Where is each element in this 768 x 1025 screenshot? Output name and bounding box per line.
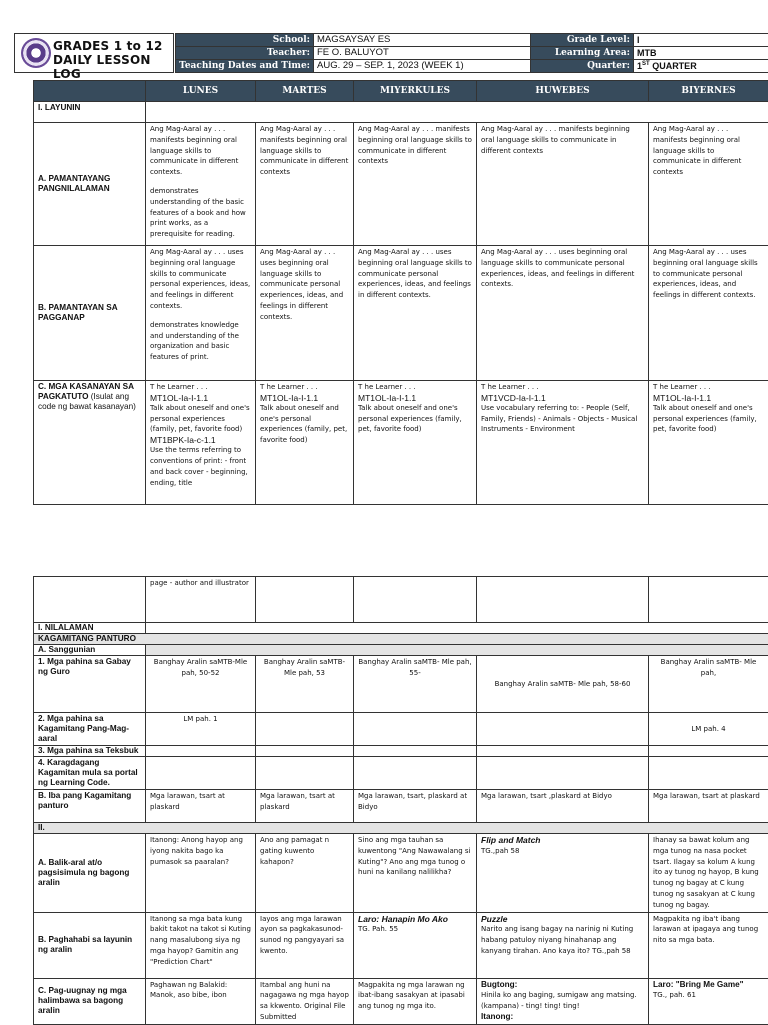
pag-uugnay-cell-huwebes <box>477 978 649 1024</box>
activity-title: Puzzle <box>481 914 644 925</box>
form-title <box>53 39 173 81</box>
pamamaraan-label: II. <box>34 823 768 834</box>
cell-text: TG., pah. 61 <box>653 990 764 1001</box>
cell-text: Ang Mag-Aaral ay . . . manifests beginning oral language skills to communicate in different contexts <box>653 124 764 178</box>
cell-text: demonstrates understanding of the basic features of a book and how print works, as a prerequisite for reading. <box>150 186 251 240</box>
nilalaman-row <box>146 623 768 634</box>
day-header-lunes: LUNES <box>146 81 256 102</box>
paghahabi-cell-biyernes: Magpakita ng iba't ibang larawan at ipagaya ang tunog nito sa mga bata. <box>649 912 768 978</box>
grade-label: Grade Level: <box>531 34 634 47</box>
balik-aral-label: A. Balik-aral at/o pagsisimula ng bagong aralin <box>34 834 146 913</box>
teksbuk-cell-martes <box>256 746 354 757</box>
activity-title: Bugtong: <box>481 980 644 991</box>
pag-uugnay-cell-biyernes <box>649 978 768 1024</box>
continuation-cell-miyerkules <box>354 577 477 623</box>
cell-text: Ang Mag-Aaral ay . . . manifests beginning oral language skills to communicate in different contexts <box>260 124 349 178</box>
paghahabi-cell-lunes: Itanong sa mga bata kung bakit takot na takot si Kuting nang masalubong siya ng mga hayop? Gamitin ang "Prediction Chart" <box>146 912 256 978</box>
title-line-1: GRADES 1 to 12 <box>53 39 173 53</box>
balik-aral-cell-lunes: Itanong: Anong hayop ang iyong nakita bago ka pumasok sa paaralan? <box>146 834 256 913</box>
competency-code: MT1VCD-Ia-I-1.1 <box>481 393 644 403</box>
teksbuk-cell-biyernes <box>649 746 768 757</box>
paghahabi-label: B. Paghahabi sa layunin ng aralin <box>34 912 146 978</box>
cell-text: Ang Mag-Aaral ay . . . manifests beginning oral language skills to communicate in different contexts. <box>150 124 251 178</box>
competency-code: MT1OL-Ia-I-1.1 <box>653 393 764 403</box>
kasanayan-cell-lunes <box>146 381 256 505</box>
continuation-cell-huwebes <box>477 577 649 623</box>
pamantayang-cell-lunes <box>146 123 256 246</box>
cell-text: Talk about oneself and one's personal experiences (family, pet, favorite food) <box>260 403 349 446</box>
balik-aral-cell-martes: Ano ang pamagat n gating kuwento kahapon? <box>256 834 354 913</box>
balik-aral-cell-biyernes: Ihanay sa bawat kolum ang mga tunog na nasa pocket tsart. Ilagay sa kolum A kung ito ay tunog ng hayop, B kung tunog ng bagay at C kung tunog ng sasakyan at C kung tunog ng bagay. <box>649 834 768 913</box>
teksbuk-cell-miyerkules <box>354 746 477 757</box>
quarter-value <box>634 60 768 73</box>
continuation-cell-biyernes <box>649 577 768 623</box>
cell-text: TG. Pah. 55 <box>358 924 472 935</box>
activity-title: Laro: Hanapin Mo Ako <box>358 914 472 925</box>
quarter-label: Quarter: <box>531 60 634 73</box>
cell-text: Ang Mag-Aaral ay . . . uses beginning oral language skills to communicate personal experiences, ideas, and feelings in different contexts. <box>358 247 472 301</box>
pamantayang-cell-miyerkules <box>354 123 477 246</box>
day-header-martes: MARTES <box>256 81 354 102</box>
balik-aral-cell-miyerkules: Sino ang mga tauhan sa kuwentong "Ang Nawawalang si Kuting"? Ano ang mga tunog o huni na kanilang nalilikha? <box>354 834 477 913</box>
iba-pang-cell-lunes: Mga larawan, tsart at plaskard <box>146 790 256 823</box>
mag-aaral-cell-biyernes: LM pah. 4 <box>649 713 768 746</box>
cell-text: Hinila ko ang baging, sumigaw ang matsing. (kampana) - ting! ting! ting! <box>481 990 644 1012</box>
sanggunian-label: A. Sanggunian <box>34 645 146 656</box>
paghahabi-cell-huwebes <box>477 912 649 978</box>
day-header-miyerkules: MIYERKULES <box>354 81 477 102</box>
layunin-label: I. LAYUNIN <box>34 102 146 123</box>
pagganap-cell-miyerkules <box>354 246 477 381</box>
continuation-label <box>34 577 146 623</box>
karagdagan-cell-martes <box>256 757 354 790</box>
cell-text: Ang Mag-Aaral ay . . . uses beginning oral language skills to communicate personal experiences, ideas, and feelings in different contexts. <box>653 247 764 301</box>
cell-intro: T he Learner . . . <box>150 382 251 393</box>
karagdagan-cell-miyerkules <box>354 757 477 790</box>
gabay-guro-cell-huwebes: Banghay Aralin saMTB- Mle pah, 58-60 <box>477 656 649 713</box>
pamantayang-cell-biyernes <box>649 123 768 246</box>
mag-aaral-cell-huwebes <box>477 713 649 746</box>
pag-uugnay-cell-martes: Itambal ang huni na nagagawa ng mga hayop sa kkwento. Original File Submitted <box>256 978 354 1024</box>
header-info-table <box>175 33 768 73</box>
kasanayan-cell-biyernes <box>649 381 768 505</box>
cell-text: TG.,pah 58 <box>481 846 644 857</box>
pagganap-cell-martes <box>256 246 354 381</box>
pagganap-cell-lunes <box>146 246 256 381</box>
cell-text: Ang Mag-Aaral ay . . . manifests beginning oral language skills to communicate in different contexts <box>481 124 644 156</box>
cell-text: Use the terms referring to conventions of print: - front and back cover - beginning, ending, title <box>150 445 251 488</box>
day-header-huwebes: HUWEBES <box>477 81 649 102</box>
nilalaman-label: I. NILALAMAN <box>34 623 146 634</box>
teksbuk-cell-huwebes <box>477 746 649 757</box>
dll-table-page1 <box>33 80 768 505</box>
pamantayang-pangnilalaman-label: A. PAMANTAYANG PANGNILALAMAN <box>34 123 146 246</box>
pamantayang-cell-huwebes <box>477 123 649 246</box>
kagamitang-mag-aaral-label: 2. Mga pahina sa Kagamitang Pang-Mag-aaral <box>34 713 146 746</box>
gabay-guro-cell-martes: Banghay Aralin saMTB-Mle pah, 53 <box>256 656 354 713</box>
continuation-cell-lunes: page - author and illustrator <box>146 577 256 623</box>
iba-pang-cell-biyernes: Mga larawan, tsart at plaskard <box>649 790 768 823</box>
iba-pang-cell-martes: Mga larawan, tsart at plaskard <box>256 790 354 823</box>
pag-uugnay-label: C. Pag-uugnay ng mga halimbawa sa bagong aralin <box>34 978 146 1024</box>
kasanayan-cell-martes <box>256 381 354 505</box>
cell-intro: T he Learner . . . <box>358 382 472 393</box>
cell-text: Narito ang isang bagay na narinig ni Kuting habang patuloy niyang hinahanap ang kanyang tirahan. Ano kaya ito? TG.,pah 58 <box>481 924 644 956</box>
cell-intro: T he Learner . . . <box>481 382 644 393</box>
dates-value: AUG. 29 – SEP. 1, 2023 (WEEK 1) <box>314 60 531 73</box>
cell-text: Ang Mag-Aaral ay . . . uses beginning oral language skills to communicate personal experiences, ideas, and feelings in different contexts. <box>150 247 251 312</box>
title-box <box>14 33 174 73</box>
pag-uugnay-cell-miyerkules: Magpakita ng mga larawan ng ibat-ibang sasakyan at ipasabi ang tunog ng mga ito. <box>354 978 477 1024</box>
kasanayan-label-bold: C. MGA KASANAYAN SA PAGKATUTO <box>38 382 134 401</box>
kagamitang-panturo-label: KAGAMITANG PANTURO <box>34 634 768 645</box>
cell-text: Talk about oneself and one's personal experiences (family, pet, favorite food) <box>150 403 251 435</box>
karagdagang-kagamitan-label: 4. Karagdagang Kagamitan mula sa portal ng Learning Code. <box>34 757 146 790</box>
cell-text: demonstrates knowledge and understanding of the organization and basic features of print. <box>150 320 251 363</box>
teacher-value: FE O. BALUYOT <box>314 47 531 60</box>
cell-text: Ang Mag-Aaral ay . . . manifests beginning oral language skills to communicate in different contexts <box>358 124 472 167</box>
day-header-biyernes: BIYERNES <box>649 81 768 102</box>
cell-text: Talk about oneself and one's personal experiences (family, pet, favorite food) <box>653 403 764 435</box>
activity-title: Flip and Match <box>481 835 644 846</box>
quarter-number: 1 <box>637 61 642 71</box>
dll-header <box>14 33 768 73</box>
quarter-suffix: ST <box>642 61 650 67</box>
continuation-cell-martes <box>256 577 354 623</box>
cell-intro: T he Learner . . . <box>260 382 349 393</box>
kasanayan-label <box>34 381 146 505</box>
gabay-guro-label: 1. Mga pahina sa Gabay ng Guro <box>34 656 146 713</box>
grade-value: I <box>634 34 768 47</box>
layunin-row <box>146 102 768 123</box>
corner-header <box>34 81 146 102</box>
mag-aaral-cell-lunes: LM pah. 1 <box>146 713 256 746</box>
paghahabi-cell-miyerkules <box>354 912 477 978</box>
gabay-guro-cell-lunes: Banghay Aralin saMTB-Mle pah, 50-52 <box>146 656 256 713</box>
area-value: MTB <box>634 47 768 60</box>
deped-seal-icon <box>21 38 51 68</box>
balik-aral-cell-huwebes <box>477 834 649 913</box>
paghahabi-cell-martes: Iayos ang mga larawan ayon sa pagkakasunod-sunod ng pangyayari sa kwento. <box>256 912 354 978</box>
pag-uugnay-cell-lunes: Paghawan ng Balakid: Manok, aso bibe, ibon <box>146 978 256 1024</box>
school-label: School: <box>176 34 314 47</box>
pagganap-cell-huwebes <box>477 246 649 381</box>
cell-text: Talk about oneself and one's personal experiences (family, pet, favorite food) <box>358 403 472 435</box>
teksbuk-label: 3. Mga pahina sa Teksbuk <box>34 746 146 757</box>
cell-text: Ang Mag-Aaral ay . . . uses beginning oral language skills to communicate personal experiences, ideas, and feelings in different contexts. <box>260 247 349 323</box>
teacher-label: Teacher: <box>176 47 314 60</box>
gabay-guro-cell-miyerkules: Banghay Aralin saMTB- Mle pah, 55- <box>354 656 477 713</box>
kasanayan-cell-huwebes <box>477 381 649 505</box>
karagdagan-cell-biyernes <box>649 757 768 790</box>
competency-code: MT1BPK-Ia-c-1.1 <box>150 435 251 445</box>
cell-text: Ang Mag-Aaral ay . . . uses beginning oral language skills to communicate personal experiences, ideas, and feelings in different contexts. <box>481 247 644 290</box>
dll-table-page2 <box>33 576 768 1025</box>
teksbuk-cell-lunes <box>146 746 256 757</box>
kasanayan-cell-miyerkules <box>354 381 477 505</box>
activity-title: Laro: "Bring Me Game" <box>653 980 764 991</box>
pamantayang-cell-martes <box>256 123 354 246</box>
competency-code: MT1OL-Ia-I-1.1 <box>150 393 251 403</box>
pamantayan-pagganap-label: B. PAMANTAYAN SA PAGGANAP <box>34 246 146 381</box>
area-label: Learning Area: <box>531 47 634 60</box>
iba-pang-cell-miyerkules: Mga larawan, tsart, plaskard at Bidyo <box>354 790 477 823</box>
karagdagan-cell-lunes <box>146 757 256 790</box>
mag-aaral-cell-miyerkules <box>354 713 477 746</box>
quarter-word: QUARTER <box>650 61 697 71</box>
cell-text: Use vocabulary referring to: - People (Self, Family, Friends) - Animals - Objects - Musical Instruments - Environment <box>481 403 644 435</box>
karagdagan-cell-huwebes <box>477 757 649 790</box>
pagganap-cell-biyernes <box>649 246 768 381</box>
competency-code: MT1OL-Ia-I-1.1 <box>260 393 349 403</box>
kasanayan-label-note: (Isulat ang code ng bawat kasanayan) <box>38 392 136 411</box>
cell-intro: T he Learner . . . <box>653 382 764 393</box>
iba-pang-cell-huwebes: Mga larawan, tsart ,plaskard at Bidyo <box>477 790 649 823</box>
gabay-guro-cell-biyernes: Banghay Aralin saMTB- Mle pah, <box>649 656 768 713</box>
sanggunian-row <box>146 645 768 656</box>
title-line-2: DAILY LESSON LOG <box>53 53 173 81</box>
mag-aaral-cell-martes <box>256 713 354 746</box>
school-value: MAGSAYSAY ES <box>314 34 531 47</box>
dates-label: Teaching Dates and Time: <box>176 60 314 73</box>
competency-code: MT1OL-Ia-I-1.1 <box>358 393 472 403</box>
activity-title: Itanong: <box>481 1012 644 1023</box>
iba-pang-kagamitan-label: B. Iba pang Kagamitang panturo <box>34 790 146 823</box>
